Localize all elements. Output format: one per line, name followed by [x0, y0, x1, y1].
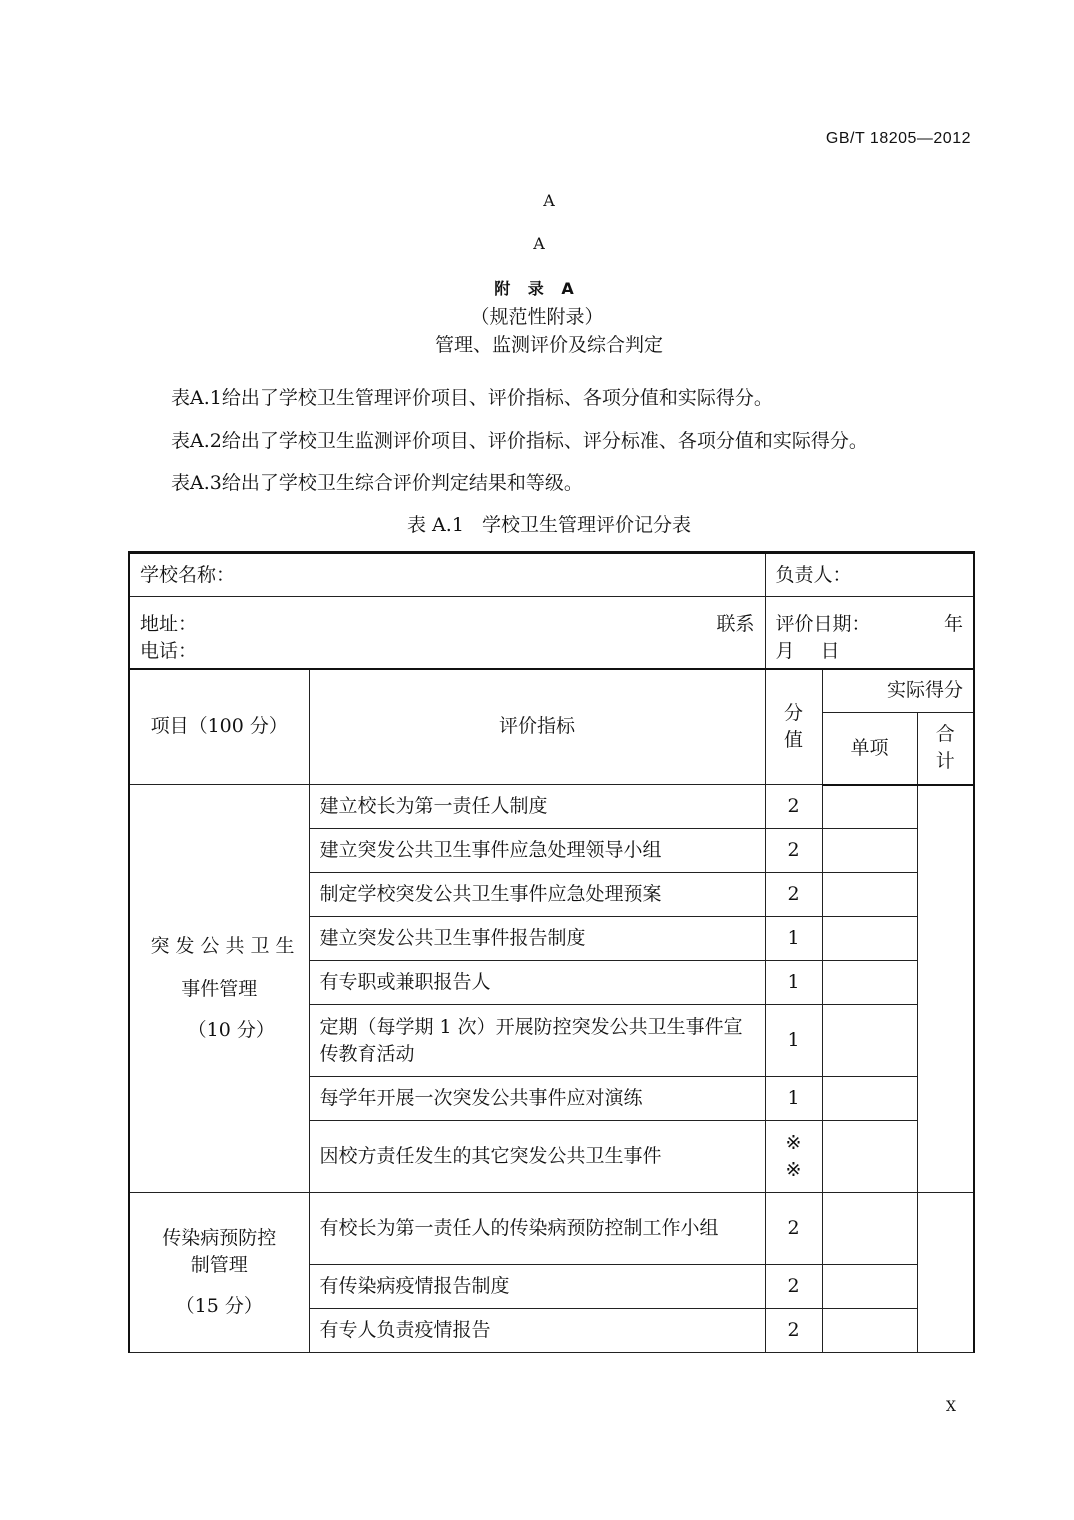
score-cell: 1	[765, 1077, 822, 1121]
month-label: 月	[775, 640, 795, 662]
eval-date-label: 评价日期：	[775, 613, 871, 635]
paragraph: 表A.3给出了学校卫生综合评价判定结果和等级。	[171, 472, 583, 494]
indicator-cell: 建立突发公共卫生事件应急处理领导小组	[309, 829, 765, 873]
table-caption-title: 学校卫生管理评价记分表	[481, 514, 691, 536]
column-header-score: 分值	[765, 669, 822, 785]
appendix-name: 管理、监测评价及综合判定	[434, 334, 663, 356]
single-score-input[interactable]	[822, 829, 917, 873]
column-header-item: 项目（100 分）	[129, 669, 309, 785]
heading-marker: A	[543, 191, 555, 210]
table-caption-number: 表 A.1	[407, 514, 464, 536]
paragraph: 表A.2给出了学校卫生监测评价项目、评价指标、评分标准、各项分值和实际得分。	[171, 430, 868, 452]
responsible-cell: 负责人：	[765, 553, 974, 597]
group-name-cell: 突发公共卫生 事件管理 （10 分）	[129, 785, 309, 1193]
column-header-indicator: 评价指标	[309, 669, 765, 785]
score-cell: 2	[765, 873, 822, 917]
single-score-input[interactable]	[822, 1121, 917, 1193]
indicator-cell: 有专职或兼职报告人	[309, 961, 765, 1005]
score-cell: 1	[765, 1005, 822, 1077]
appendix-subtitle: （规范性附录）	[470, 306, 604, 328]
heading-marker: A	[533, 234, 545, 253]
column-header-actual: 实际得分	[822, 669, 974, 713]
contact-label: 联系	[716, 613, 755, 635]
indicator-cell: 建立突发公共卫生事件报告制度	[309, 917, 765, 961]
indicator-cell: 有校长为第一责任人的传染病预防控制工作小组	[309, 1193, 765, 1265]
indicator-cell: 制定学校突发公共卫生事件应急处理预案	[309, 873, 765, 917]
score-cell: 1	[765, 917, 822, 961]
year-label: 年	[944, 613, 964, 635]
score-cell: 1	[765, 961, 822, 1005]
score-cell: 2	[765, 1193, 822, 1265]
column-header-total: 合计	[917, 713, 974, 785]
column-header-single: 单项	[822, 713, 917, 785]
page-number: X	[946, 1399, 956, 1415]
score-cell: 2	[765, 785, 822, 829]
indicator-cell: 因校方责任发生的其它突发公共卫生事件	[309, 1121, 765, 1193]
address-cell	[129, 597, 765, 669]
group-name-cell: 传染病预防控 制管理 （15 分）	[129, 1193, 309, 1353]
address-label: 地址：	[140, 613, 198, 635]
indicator-cell: 有专人负责疫情报告	[309, 1309, 765, 1353]
school-name-cell: 学校名称：	[129, 553, 765, 597]
total-score-input[interactable]	[917, 1193, 974, 1353]
total-score-input[interactable]	[917, 785, 974, 1193]
paragraph: 表A.1给出了学校卫生管理评价项目、评价指标、各项分值和实际得分。	[171, 387, 773, 409]
single-score-input[interactable]	[822, 917, 917, 961]
eval-date-cell	[765, 597, 974, 669]
score-cell: ※※	[765, 1121, 822, 1193]
table-row	[129, 785, 974, 829]
appendix-title: 附 录 A	[494, 279, 580, 298]
single-score-input[interactable]	[822, 961, 917, 1005]
score-table	[128, 551, 975, 1353]
indicator-cell: 有传染病疫情报告制度	[309, 1265, 765, 1309]
phone-label: 电话：	[140, 640, 198, 662]
single-score-input[interactable]	[822, 1193, 917, 1265]
score-cell: 2	[765, 1309, 822, 1353]
indicator-cell: 每学年开展一次突发公共事件应对演练	[309, 1077, 765, 1121]
table-row	[129, 1193, 974, 1265]
indicator-cell: 建立校长为第一责任人制度	[309, 785, 765, 829]
standard-number: GB/T 18205—2012	[825, 130, 971, 147]
table-caption	[12, 510, 1074, 537]
single-score-input[interactable]	[822, 1077, 917, 1121]
single-score-input[interactable]	[822, 1309, 917, 1353]
single-score-input[interactable]	[822, 1005, 917, 1077]
score-cell: 2	[765, 829, 822, 873]
day-label: 日	[820, 640, 840, 662]
single-score-input[interactable]	[822, 873, 917, 917]
single-score-input[interactable]	[822, 1265, 917, 1309]
single-score-input[interactable]	[822, 785, 917, 829]
score-cell: 2	[765, 1265, 822, 1309]
indicator-cell: 定期（每学期 1 次）开展防控突发公共卫生事件宣传教育活动	[309, 1005, 765, 1077]
